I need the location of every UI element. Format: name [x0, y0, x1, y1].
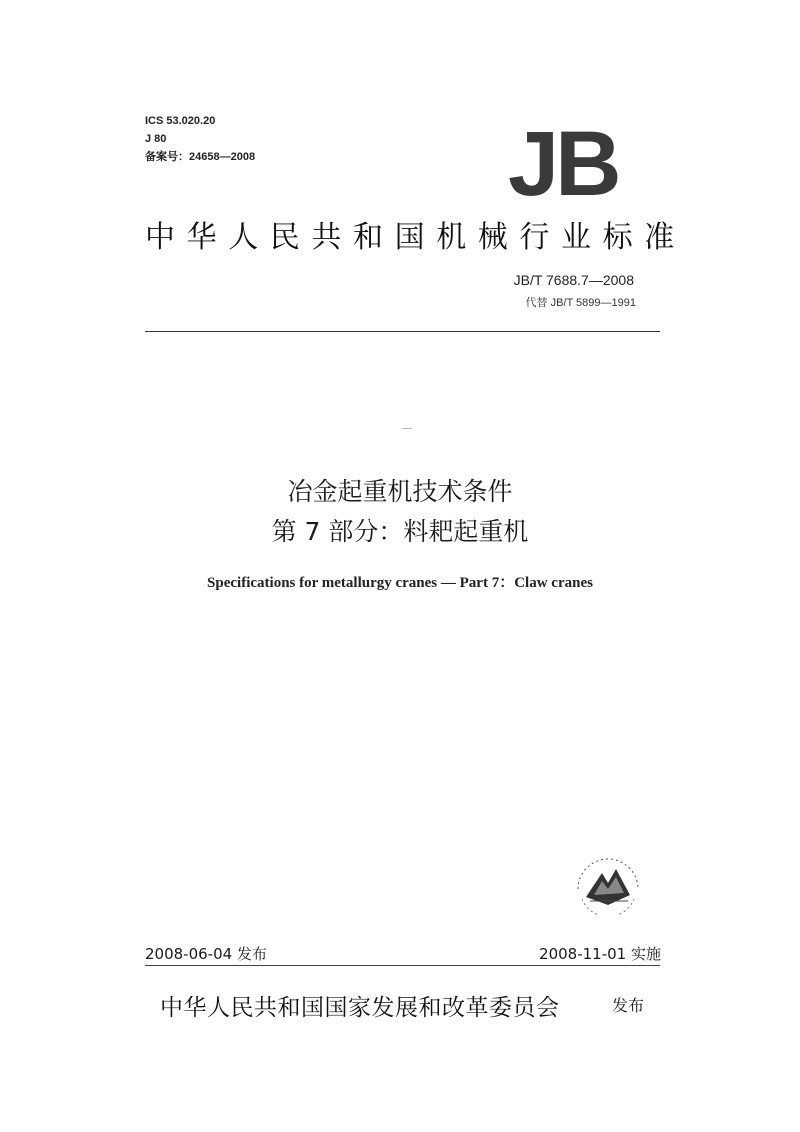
implement-date: 2008-11-01 实施: [539, 945, 661, 963]
replaces-standard: 代替 JB/T 5899—1991: [525, 297, 636, 309]
issue-date: 2008-06-04 发布: [145, 945, 267, 963]
jb-logo: [508, 113, 618, 215]
issuing-authority: 中华人民共和国国家发展和改革委员会: [160, 995, 560, 1021]
document-title-line1: 冶金起重机技术条件: [287, 477, 513, 506]
record-number: 备案号：24658—2008: [145, 151, 256, 163]
english-title: Specifications for metallurgy cranes — Part 7：Claw cranes: [207, 575, 593, 591]
industry-standard-title: 中华人民共和国机械行业标准: [145, 220, 686, 255]
scan-speck: [402, 428, 412, 429]
jb-logo-text: JB: [508, 113, 618, 215]
header-divider: [145, 331, 660, 332]
publisher-seal-icon: [572, 855, 644, 915]
ics-code: ICS 53.020.20: [145, 115, 216, 127]
issuer-suffix: 发布: [612, 996, 645, 1015]
document-title-line2: 第 7 部分：料耙起重机: [271, 517, 529, 546]
standard-number: JB/T 7688.7—2008: [513, 272, 634, 288]
footer-divider: [145, 965, 660, 966]
classification-code: J 80: [145, 133, 167, 145]
